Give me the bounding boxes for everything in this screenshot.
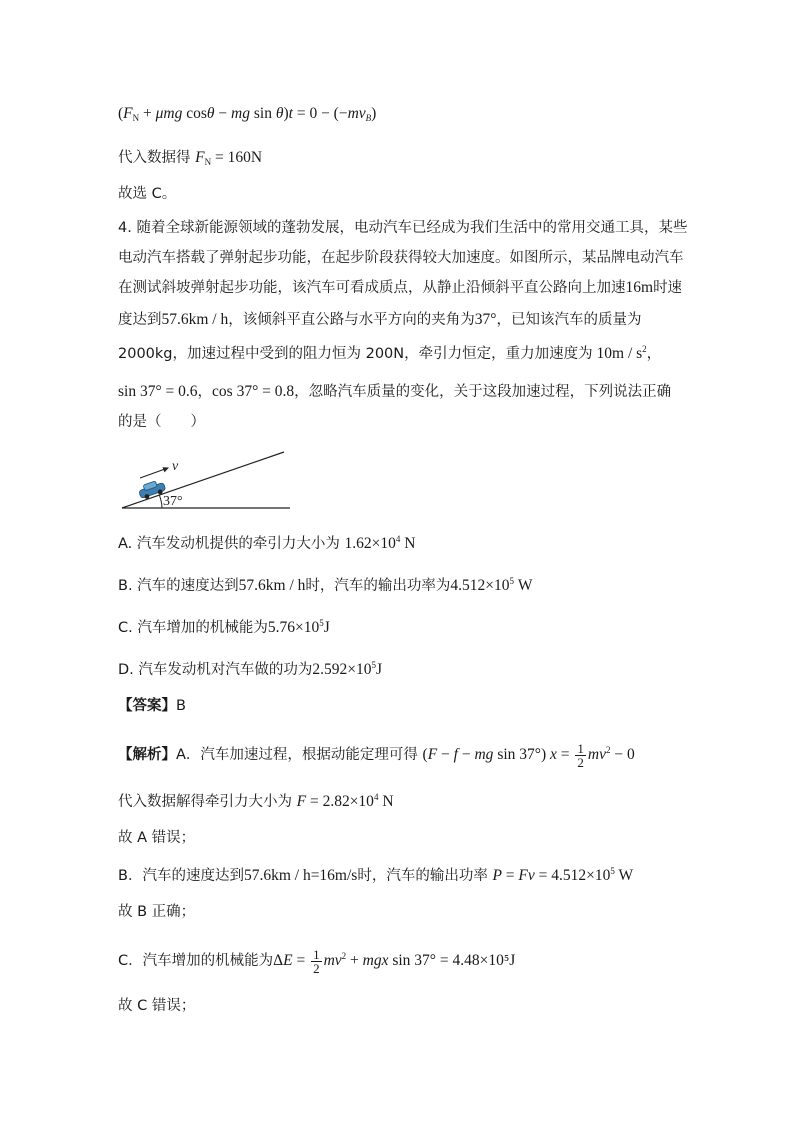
analysis-c-line-1	[118, 948, 678, 975]
analysis-b-text-2: 时，汽车的输出功率	[357, 868, 488, 884]
q4-cos: cos 37° = 0.8	[212, 383, 295, 400]
option-b-text-2: 时，汽车的输出功率为	[305, 578, 451, 594]
angle-arc	[160, 496, 163, 509]
analysis-a-line-1	[118, 742, 678, 769]
choice-conclusion: 故选 C。	[118, 186, 177, 202]
analysis-c-formula: ΔE = $\frac{1}{2}$ $mv^2$ + mgx sin 37°	[273, 947, 440, 976]
analysis-b-text: B．汽车的速度达到	[118, 868, 244, 884]
q4-l5-tail: ，	[646, 346, 662, 362]
option-a	[118, 534, 678, 554]
analysis-b-line-2: 故 B 正确；	[118, 904, 196, 920]
question-4-line-5	[118, 344, 678, 364]
q4-l4-tail: ，已知该汽车的质量为	[496, 312, 642, 328]
analysis-a-result: $F = 2.82\times 10^4$ N	[296, 792, 394, 810]
question-4-line-6	[118, 382, 678, 402]
question-4-line-7: 的是（ ）	[118, 414, 205, 430]
answer-tag: 【答案】	[118, 698, 176, 714]
analysis-a-line-3: 故 A 错误；	[118, 830, 196, 846]
substitution-text: 代入数据得	[118, 150, 191, 166]
analysis-a-text: A．汽车加速过程，根据动能定理可得	[176, 747, 418, 764]
question-4-line-2: 电动汽车搭载了弹射起步功能，在起步阶段获得较大加速度。如图所示，某品牌电动汽车	[118, 250, 684, 266]
option-b-value: $4.512\times 10^5$ W	[450, 576, 533, 594]
question-4-line-1: 4. 随着全球新能源领域的蓬勃发展，电动汽车已经成为我们生活中的常用交通工具，某些	[118, 220, 688, 236]
q4-sin: sin 37° = 0.6	[118, 383, 198, 400]
option-d-text: D. 汽车发动机对汽车做的功为	[118, 662, 313, 678]
option-b	[118, 576, 678, 596]
option-a-value: $1.62\times 10^4$ N	[344, 534, 416, 552]
option-a-text: A. 汽车发动机提供的牵引力大小为	[118, 536, 340, 552]
q4-comma: ，	[197, 384, 213, 400]
analysis-a-formula: (F − f − mg sin 37°) x = $\frac{1}{2}$ $mv^2 - 0$	[422, 741, 635, 770]
q4-gravity: $10m / s^2$	[592, 344, 647, 362]
q4-l6-tail: ，忽略汽车质量的变化，关于这段加速过程，下列说法正确	[294, 384, 672, 400]
analysis-a-line-2	[118, 792, 678, 812]
analysis-a-result-text: 代入数据解得牵引力大小为	[118, 794, 292, 810]
q4-l3-tail: 时速	[653, 280, 683, 296]
velocity-arrow	[140, 469, 165, 478]
analysis-tag: 【解析】	[118, 747, 176, 764]
analysis-c-text: C．汽车增加的机械能为	[118, 953, 274, 970]
question-4-line-4	[118, 310, 678, 330]
substitution-result: $F_N = 160N$	[195, 149, 263, 167]
option-d-value: $2.592\times 10^5J$	[312, 660, 383, 678]
q4-l4-text: 度达到	[118, 312, 162, 328]
analysis-b-formula: $P = Fv = 4.512\times 10^5$ W	[492, 866, 634, 884]
incline-line	[122, 452, 284, 508]
q4-l3-text: 在测试斜坡弹射起步功能，该汽车可看成质点，从静止沿倾斜平直公路向上加速	[118, 280, 626, 296]
analysis-c-line-2: 故 C 错误；	[118, 998, 196, 1014]
angle-label: 37°	[163, 494, 183, 509]
answer-line	[118, 696, 678, 716]
option-c	[118, 618, 678, 638]
formula-impulse: ($F_N + \mu mg$ cosθ − mg $\sin \theta)t = 0 - (-mv_B)$	[118, 105, 377, 123]
substitution-line	[118, 148, 678, 168]
option-b-text: B. 汽车的速度达到	[118, 578, 239, 594]
option-c-value: $5.76\times 10^5J$	[267, 618, 330, 636]
option-d	[118, 660, 678, 680]
analysis-b-line-1	[118, 866, 678, 886]
analysis-b-speed: 57.6km / h=16m/s	[243, 867, 358, 884]
velocity-label: v	[172, 459, 179, 474]
q4-l5-text: 2000kg，加速过程中受到的阻力恒为 200N，牵引力恒定，重力加速度为	[118, 346, 593, 362]
option-c-text: C. 汽车增加的机械能为	[118, 620, 268, 636]
q4-angle: 37°	[474, 311, 497, 328]
answer-value: B	[176, 698, 186, 714]
analysis-c-result: = 4.48×10⁵J	[439, 952, 516, 970]
q4-l4-mid: ，该倾斜平直公路与水平方向的夹角为	[228, 312, 475, 328]
incline-figure	[118, 448, 298, 514]
q4-speed: 57.6km / h	[161, 311, 229, 328]
option-b-speed: 57.6km / h	[238, 577, 306, 594]
question-4-line-3	[118, 278, 683, 298]
q4-distance: 16m	[625, 279, 654, 296]
